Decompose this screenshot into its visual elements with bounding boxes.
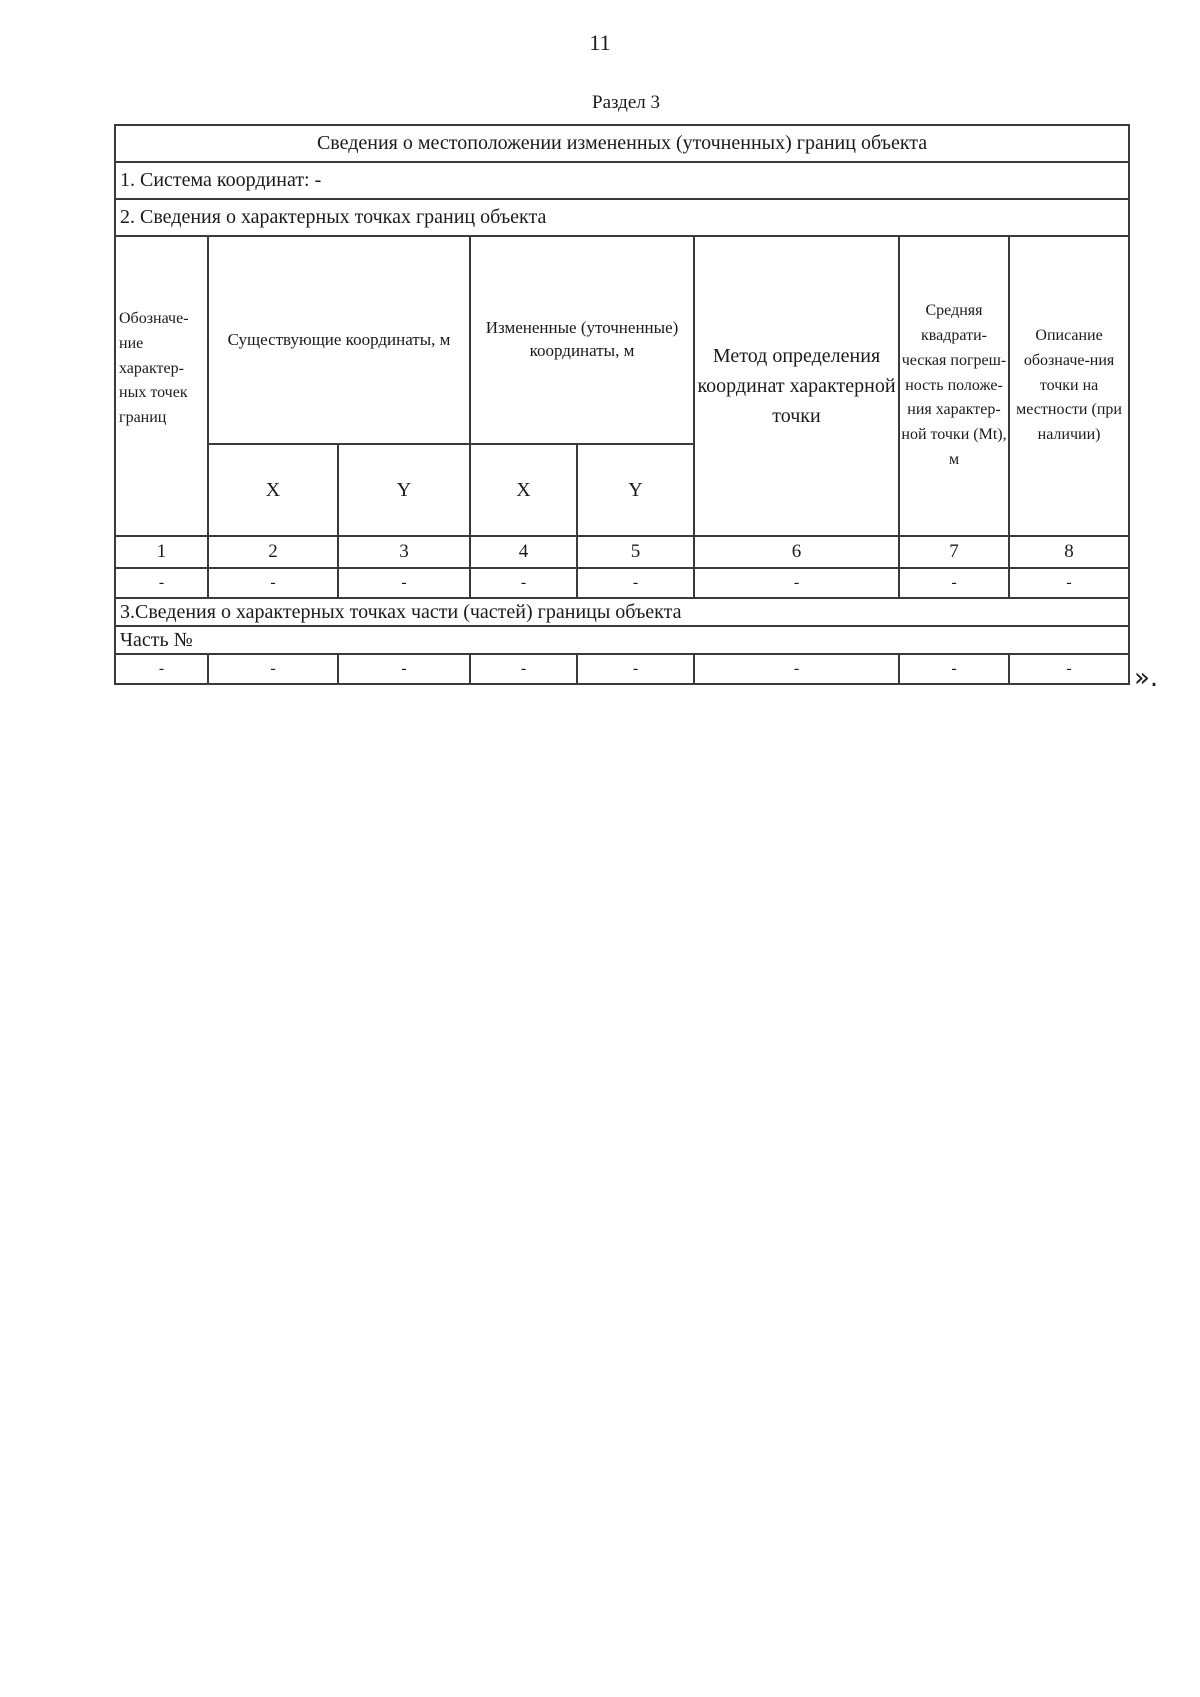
coordinates-table [114, 124, 1130, 685]
column-number: 6 [694, 536, 899, 568]
table-cell: - [694, 654, 899, 684]
header-method: Метод определения координат характерной точки [694, 236, 899, 536]
boundary-parts-row: 3.Сведения о характерных точках части (частей) границы объекта [115, 598, 1129, 626]
column-number: 8 [1009, 536, 1129, 568]
coordinate-system-row: 1. Система координат: - [115, 162, 1129, 199]
boundary-points-row: 2. Сведения о характерных точках границ объекта [115, 199, 1129, 236]
table-cell: - [470, 568, 577, 598]
table-title: Сведения о местоположении измененных (уточненных) границ объекта [115, 125, 1129, 162]
table-cell: - [577, 654, 694, 684]
header-changed-y: Y [577, 444, 694, 536]
header-changed-x: X [470, 444, 577, 536]
table-cell: - [899, 654, 1009, 684]
part-number-row: Часть № [115, 626, 1129, 654]
column-number: 7 [899, 536, 1009, 568]
table-row [115, 568, 1129, 598]
table-cell: - [1009, 568, 1129, 598]
header-changed-coordinates: Измененные (уточненные) координаты, м [470, 236, 694, 444]
column-number: 2 [208, 536, 338, 568]
table-cell: - [1009, 654, 1129, 684]
table-cell: - [470, 654, 577, 684]
table-cell: - [577, 568, 694, 598]
table-cell: - [115, 568, 208, 598]
table-cell: - [338, 654, 470, 684]
table-cell: - [899, 568, 1009, 598]
table-cell: - [694, 568, 899, 598]
column-number: 1 [115, 536, 208, 568]
section-title: Раздел 3 [592, 92, 660, 113]
table-cell: - [208, 654, 338, 684]
header-point-description: Описание обозначе-ния точки на местности (при наличии) [1009, 236, 1129, 536]
header-existing-coordinates: Существующие координаты, м [208, 236, 470, 444]
column-numbers-row [115, 536, 1129, 568]
header-existing-y: Y [338, 444, 470, 536]
closing-quote-mark: ». [1134, 663, 1159, 693]
column-number: 5 [577, 536, 694, 568]
page-number: 11 [589, 30, 611, 55]
table-row [115, 654, 1129, 684]
column-number: 3 [338, 536, 470, 568]
header-point-designation: Обозначе-ние характер-ных точек границ [115, 236, 208, 536]
table-cell: - [338, 568, 470, 598]
header-mean-square-error: Средняя квадрати-ческая погреш-ность положе-ния характер-ной точки (Mt), м [899, 236, 1009, 536]
header-existing-x: X [208, 444, 338, 536]
table-cell: - [208, 568, 338, 598]
column-number: 4 [470, 536, 577, 568]
table-cell: - [115, 654, 208, 684]
